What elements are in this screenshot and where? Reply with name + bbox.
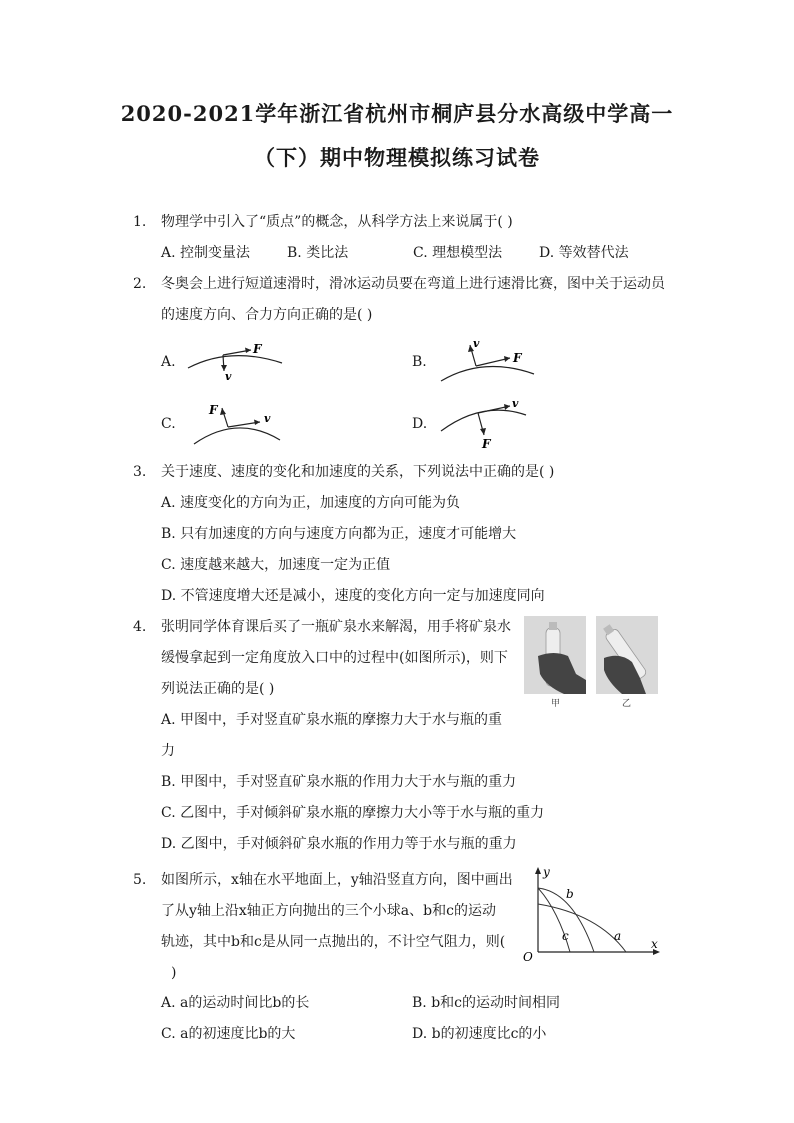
bottle-cap — [549, 622, 557, 630]
origin-label: O — [523, 950, 533, 964]
q1-number: 1. — [133, 214, 147, 230]
q2-option-b-label: B. — [412, 354, 427, 370]
q3-stem: 关于速度、速度的变化和加速度的关系，下列说法中正确的是( ) — [161, 464, 555, 480]
q5-option-d: D. b的初速度比c的小 — [412, 1026, 547, 1042]
curve-a-label: a — [614, 929, 622, 943]
y-axis-arrow-icon — [535, 867, 541, 874]
force-label: F — [513, 351, 522, 365]
q4-option-a: A. 甲图中，手对竖直矿泉水瓶的摩擦力大于水与瓶的重 — [161, 712, 503, 728]
velocity-label: v — [473, 337, 480, 350]
q1-option-b: B. 类比法 — [287, 245, 349, 261]
q3-option-b: B. 只有加速度的方向与速度方向都为正，速度才可能增大 — [161, 526, 517, 542]
q1-option-c: C. 理想模型法 — [413, 245, 503, 261]
arrow-head-icon — [245, 348, 251, 354]
force-label: F — [209, 403, 218, 417]
q2-figure-a — [185, 338, 285, 386]
q4-option-c: C. 乙图中，手对倾斜矿泉水瓶的摩擦力大小等于水与瓶的重力 — [161, 805, 545, 821]
curve-c-label: c — [562, 929, 569, 943]
q4-number: 4. — [133, 619, 147, 635]
exam-title-line1: 2020-2021学年浙江省杭州市桐庐县分水高级中学高一 — [120, 101, 674, 126]
q5-stem-line3: 轨迹，其中b和c是从同一点抛出的，不计空气阻力，则( — [161, 934, 506, 950]
q1-option-a: A. 控制变量法 — [161, 245, 251, 261]
q4-photo-jia — [524, 616, 586, 694]
q4-photo-yi — [596, 616, 658, 694]
arrow-head-icon — [504, 404, 510, 410]
force-label: F — [253, 342, 262, 356]
curve-path — [194, 428, 280, 444]
exam-title-line2: （下）期中物理模拟练习试卷 — [254, 145, 540, 170]
trajectory-a — [538, 904, 626, 952]
q4-option-d: D. 乙图中，手对倾斜矿泉水瓶的作用力等于水与瓶的重力 — [161, 836, 517, 852]
curve-b-label: b — [566, 887, 574, 901]
y-axis-label: y — [543, 865, 550, 879]
q3-option-a: A. 速度变化的方向为正，加速度的方向可能为负 — [161, 495, 461, 511]
q2-figure-d — [438, 395, 530, 453]
q2-option-d-label: D. — [412, 416, 428, 432]
arrow-head-icon — [220, 408, 226, 415]
q4-photo-yi-label: 乙 — [622, 699, 632, 709]
q5-stem-line1: 如图所示，x轴在水平地面上，y轴沿竖直方向，图中画出 — [161, 872, 513, 888]
q5-number: 5. — [133, 872, 147, 888]
arrow-head-icon — [504, 356, 510, 362]
q2-number: 2. — [133, 276, 147, 292]
q5-option-a: A. a的运动时间比b的长 — [161, 995, 310, 1011]
q4-stem-line3: 列说法正确的是( ) — [161, 681, 275, 697]
curve-path — [188, 356, 282, 368]
q2-option-c-label: C. — [161, 416, 176, 432]
arrow-head-icon — [254, 420, 260, 426]
q4-photo-jia-label: 甲 — [551, 699, 561, 709]
q1-option-d: D. 等效替代法 — [539, 245, 629, 261]
velocity-label: v — [512, 397, 519, 410]
q1-stem: 物理学中引入了“质点”的概念，从科学方法上来说属于( ) — [161, 214, 513, 230]
q4-option-a-cont: 力 — [161, 743, 175, 759]
q2-figure-b — [438, 336, 538, 386]
x-axis-label: x — [651, 937, 658, 951]
q4-stem-line1: 张明同学体育课后买了一瓶矿泉水来解渴，用手将矿泉水 — [161, 619, 511, 635]
q2-option-a-label: A. — [161, 354, 176, 370]
q4-stem-line2: 缓慢拿起到一定角度放入口中的过程中(如图所示)，则下 — [161, 650, 508, 666]
q5-stem-line4: ) — [171, 965, 177, 981]
arrow-head-icon — [480, 428, 486, 435]
q4-option-b: B. 甲图中，手对竖直矿泉水瓶的作用力大于水与瓶的重力 — [161, 774, 517, 790]
q2-stem-line2: 的速度方向、合力方向正确的是( ) — [161, 307, 373, 323]
q5-option-b: B. b和c的运动时间相同 — [412, 995, 560, 1011]
q5-trajectory-graph — [518, 864, 668, 964]
q2-figure-c — [192, 402, 284, 448]
q5-option-c: C. a的初速度比b的大 — [161, 1026, 296, 1042]
curve-path — [441, 366, 534, 381]
velocity-label: v — [225, 370, 232, 383]
curve-path — [441, 410, 526, 431]
q5-stem-line2: 了从y轴上沿x轴正方向抛出的三个小球a、b和c的运动 — [161, 903, 496, 919]
q3-number: 3. — [133, 464, 147, 480]
q3-option-d: D. 不管速度增大还是减小，速度的变化方向一定与加速度同向 — [161, 588, 545, 604]
force-label: F — [482, 437, 491, 451]
q3-option-c: C. 速度越来越大，加速度一定为正值 — [161, 557, 391, 573]
velocity-label: v — [264, 412, 271, 425]
q2-stem-line1: 冬奥会上进行短道速滑时，滑冰运动员要在弯道上进行速滑比赛，图中关于运动员 — [161, 276, 665, 292]
